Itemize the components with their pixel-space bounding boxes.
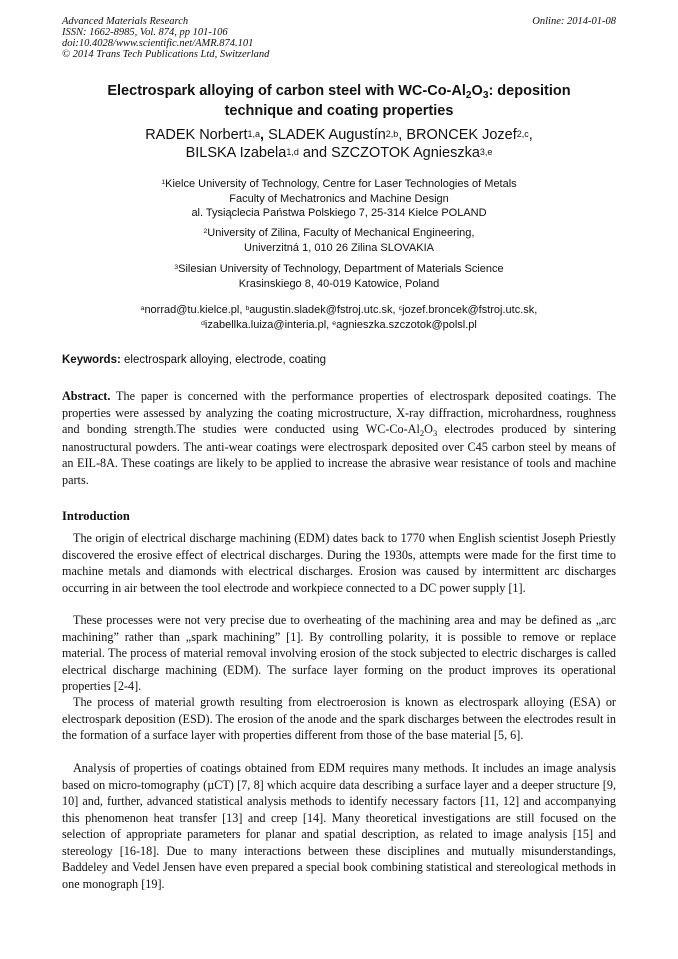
affiliation-1: $^1$Kielce University of Technology, Centre for Laser Technologies of Metals Faculty of Mechatronics and Machine Design al. Tysiąclecia Państwa Polskiego 7, 25-314 Kielce POLAND — [161, 178, 517, 219]
email-list: $^a$norrad@tu.kielce.pl, $^b$augustin.sladek@fstroj.utc.sk, $^c$jozef.broncek@fstroj.utc.sk, $^d$izabellka.luiza@interia.pl, $^e$agnieszka.szczotok@polsl.pl — [140, 304, 538, 331]
affiliation-2: $^2$University of Zilina, Faculty of Mechanical Engineering, Univerzitná 1, 010 26 Zilina SLOVAKIA — [203, 227, 475, 254]
intro-paragraph: The process of material growth resulting from electroerosion is known as electrospark alloying (ESA) or electrospark deposition (ESD). The erosion of the anode and the spark discharges between the electrodes result in the formation of a surface layer with properties different from those of the base material [5, 6]. — [62, 695, 616, 742]
affiliation-3: $^3$Silesian University of Technology, Department of Materials Science Krasinskiego 8, 40-019 Katowice, Poland — [174, 263, 504, 290]
abstract: Abstract. The paper is concerned with the performance properties of electrospark deposited coatings. The properties were assessed by analyzing the coating microstructure, X-ray diffraction, microhardness, roughness and bonding strength.The studies were conducted using $WC-Co-Al_2O_3$ electrodes produced by sintering nanostructural powders. The anti-wear coatings were electrospark deposited over C45 carbon steel by means of an EIL-8A. These coatings are likely to be applied to increase the abrasive wear resistance of tools and machine parts. — [62, 389, 616, 487]
section-heading-introduction: Introduction — [62, 509, 130, 523]
author-name: RADEK Norbert — [145, 127, 248, 143]
author-name: SLADEK Augustín — [268, 127, 386, 143]
intro-paragraph: Analysis of properties of coatings obtained from EDM requires many methods. It includes an image analysis based on micro-tomography (µCT) [7, 8] which acquire data describing a surface layer and a deeper structure [9, 10] and, further, advanced statistical analysis methods to identify necessary factors [11, 12] and accompanying this phenomenon heat transfer [13] and creep [14]. Many theoretical investigations are still focused on the selection of appropriate parameters for planar and spatial description, as related to image analysis [15] and stereology [16-18]. Due to many interactions between these disciplines and mutually misunderstandings, Baddeley and Vedel Jensen have even prepared a special book combining statistical and stereological methods in one monograph [19]. — [62, 761, 616, 891]
keywords-text: electrospark alloying, electrode, coating — [120, 354, 326, 366]
keywords-label: Keywords: — [62, 354, 121, 366]
author-name: SZCZOTOK Agnieszka — [331, 145, 480, 161]
paper-title: Electrospark alloying of carbon steel with $WC-Co-Al_2O_3$: deposition technique and coating properties — [107, 83, 571, 119]
email-link[interactable]: izabellka.luiza@interia.pl, — [204, 318, 330, 331]
keywords — [62, 354, 616, 366]
online-date: Online: 2014-01-08 — [532, 16, 616, 27]
email-link[interactable]: jozef.broncek@fstroj.utc.sk, — [402, 304, 538, 316]
intro-paragraph: These processes were not very precise due to overheating of the machining area and may be defined as „arc machining” rather than „spark machining” [1]. By controlling polarity, it is possible to remove or replace material. The process of material removal involving erosion of the stock subjected to electric discharges is called electrical discharge machining (EDM). The surface layer forming on the product improves its operational properties [2-4]. — [62, 613, 616, 693]
abstract-label: Abstract. — [62, 389, 111, 403]
journal-header — [62, 16, 616, 60]
doi-line[interactable]: doi:10.4028/www.scientific.net/AMR.874.101 — [62, 38, 254, 49]
email-link[interactable]: norrad@tu.kielce.pl, — [144, 304, 243, 316]
intro-paragraph: The origin of electrical discharge machining (EDM) dates back to 1770 when English scientist Joseph Priestly discovered the erosive effect of electrical discharges. During the 1930s, attempts were made for the first time to machine metals and diamonds with electrical discharges. Erosion was caused by intermittent arc discharges occurring in air between the tool electrode and workpiece connected to a DC power supply [1]. — [62, 531, 616, 595]
author-name: BRONCEK Jozef — [406, 127, 517, 143]
author-list: RADEK Norbert$^{1,a}$, SLADEK Augustín$^{2,b}$, BRONCEK Jozef$^{2,c}$, BILSKA Izabela$^{1,d}$ and SZCZOTOK Agnieszka$^{3,e}$ — [145, 127, 533, 161]
journal-name: Advanced Materials Research — [62, 16, 189, 27]
email-link[interactable]: agnieszka.szczotok@polsl.pl — [336, 318, 477, 331]
author-name: BILSKA Izabela — [185, 145, 287, 161]
copyright-line: © 2014 Trans Tech Publications Ltd, Switzerland — [62, 49, 270, 60]
issn-line: ISSN: 1662-8985, Vol. 874, pp 101-106 — [62, 27, 228, 38]
email-link[interactable]: augustin.sladek@fstroj.utc.sk, — [249, 304, 396, 316]
